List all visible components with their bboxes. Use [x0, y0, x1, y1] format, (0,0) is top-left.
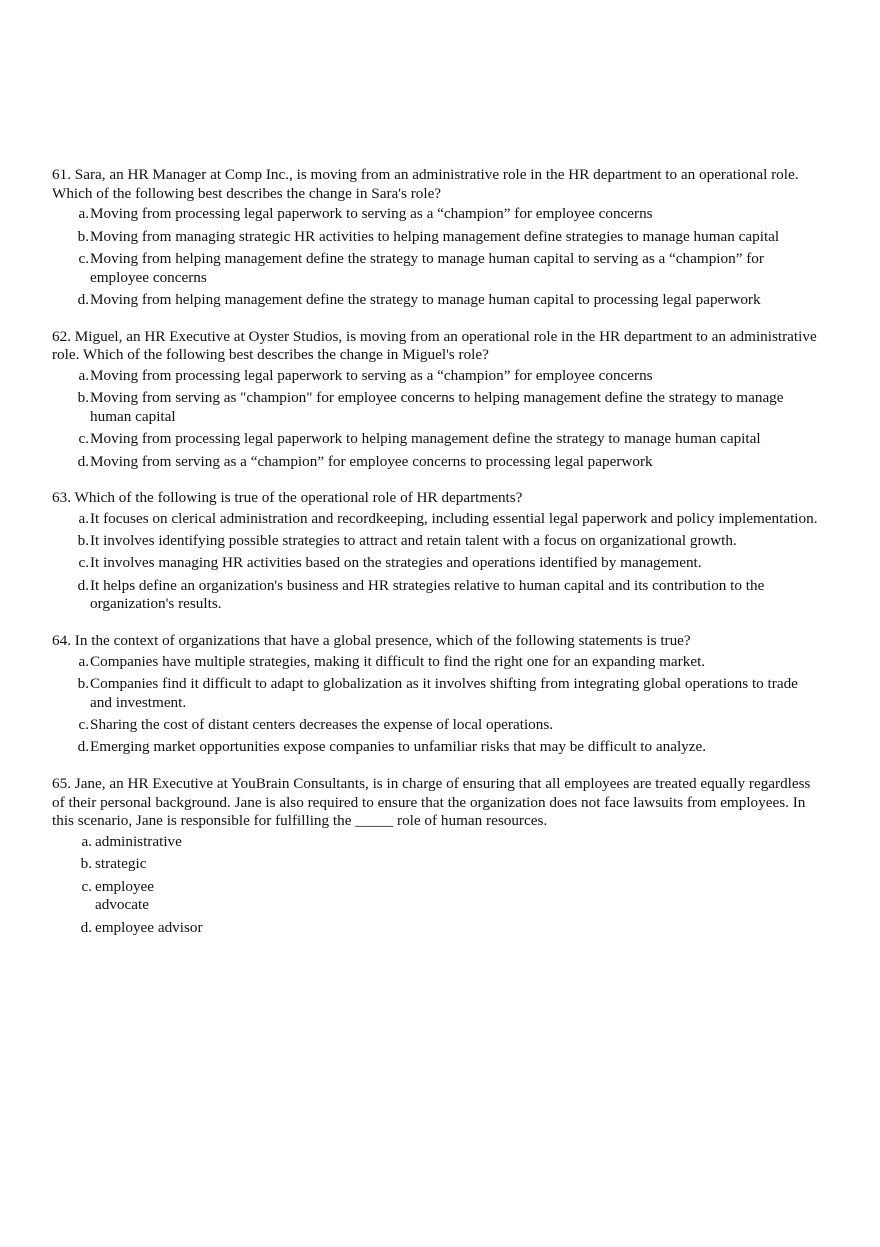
option-text: It involves identifying possible strategies to attract and retain talent with a focus on organizational growth. — [90, 532, 737, 550]
option-letter: a. — [78, 652, 89, 670]
answer-options — [52, 205, 822, 309]
question-64 — [52, 632, 822, 757]
option-text: It involves managing HR activities based on the strategies and operations identified by management. — [90, 554, 702, 572]
answer-option-b — [52, 389, 822, 426]
option-letter: b. — [77, 675, 89, 693]
question-stem: 62. Miguel, an HR Executive at Oyster Studios, is moving from an operational role in the HR department to an administrative role. Which of the following best describes the change in Miguel's role? — [52, 327, 817, 364]
option-text: Moving from serving as "champion" for employee concerns to helping management define the strategy to manage human capital — [90, 389, 784, 425]
option-text: It focuses on clerical administration and recordkeeping, including essential legal paperwork and policy implementation. — [90, 509, 818, 527]
answer-option-d — [52, 919, 822, 938]
option-letter: d. — [77, 738, 89, 756]
question-61 — [52, 166, 822, 310]
option-text: Moving from serving as a “champion” for employee concerns to processing legal paperwork — [90, 452, 653, 470]
question-65 — [52, 775, 822, 937]
option-letter: c. — [78, 554, 89, 572]
question-62 — [52, 328, 822, 472]
answer-option-b — [52, 532, 822, 551]
answer-option-c — [52, 554, 822, 573]
answer-option-a — [52, 833, 822, 852]
option-letter: a. — [78, 205, 89, 223]
option-text: Sharing the cost of distant centers decreases the expense of local operations. — [90, 716, 554, 734]
answer-options — [52, 510, 822, 614]
answer-option-a — [52, 205, 822, 224]
option-text: Moving from helping management define the strategy to manage human capital to processing legal paperwork — [90, 290, 761, 308]
option-letter: b. — [77, 227, 89, 245]
option-text: Moving from processing legal paperwork to serving as a “champion” for employee concerns — [90, 366, 653, 384]
question-stem: 63. Which of the following is true of the operational role of HR departments? — [52, 489, 523, 507]
option-text: Companies have multiple strategies, making it difficult to find the right one for an expanding market. — [90, 652, 706, 670]
answer-option-c — [52, 250, 822, 287]
answer-options — [52, 833, 822, 937]
option-text: Companies find it difficult to adapt to globalization as it involves shifting from integrating global operations to trade and investment. — [90, 675, 798, 711]
option-letter: d. — [80, 918, 92, 936]
option-letter: b. — [77, 532, 89, 550]
option-letter: c. — [78, 430, 89, 448]
option-letter: a. — [81, 832, 92, 850]
answer-option-a — [52, 653, 822, 672]
answer-option-d — [52, 291, 822, 310]
option-text: Emerging market opportunities expose companies to unfamiliar risks that may be difficult to analyze. — [90, 738, 707, 756]
answer-option-d — [52, 453, 822, 472]
option-text: administrative — [95, 832, 182, 850]
answer-option-d — [52, 577, 822, 614]
answer-option-a — [52, 510, 822, 529]
option-letter: c. — [78, 249, 89, 267]
option-letter: a. — [78, 509, 89, 527]
question-stem: 64. In the context of organizations that have a global presence, which of the following statements is true? — [52, 632, 691, 650]
option-text: Moving from processing legal paperwork to helping management define the strategy to manage human capital — [90, 430, 761, 448]
option-text: employee advocate — [95, 877, 155, 914]
question-63 — [52, 489, 822, 614]
answer-options — [52, 367, 822, 471]
answer-options — [52, 653, 822, 757]
answer-option-c — [52, 878, 822, 915]
option-text: Moving from processing legal paperwork to serving as a “champion” for employee concerns — [90, 205, 653, 223]
option-text: employee advisor — [95, 918, 203, 936]
answer-option-b — [52, 855, 822, 874]
option-letter: d. — [77, 576, 89, 594]
option-letter: d. — [77, 452, 89, 470]
option-text: It helps define an organization's business and HR strategies relative to human capital and its contribution to the organization's results. — [90, 576, 765, 613]
question-stem: 61. Sara, an HR Manager at Comp Inc., is moving from an administrative role in the HR department to an operational role. Which of the following best describes the change in Sara's role? — [52, 166, 799, 202]
exam-page — [52, 166, 822, 955]
option-text: strategic — [95, 855, 147, 873]
option-letter: b. — [80, 855, 92, 873]
option-letter: c. — [78, 716, 89, 734]
option-text: Moving from managing strategic HR activities to helping management define strategies to manage human capital — [90, 227, 780, 245]
option-letter: d. — [77, 290, 89, 308]
option-letter: a. — [78, 366, 89, 384]
answer-option-c — [52, 716, 822, 735]
question-stem: 65. Jane, an HR Executive at YouBrain Consultants, is in charge of ensuring that all employees are treated equally regardless of their personal background. Jane is also required to ensure that the organization does not face lawsuits from employees. In this scenario, Jane is responsible for fulfilling the _____ role of human resources. — [52, 775, 811, 830]
answer-option-c — [52, 430, 822, 449]
answer-option-b — [52, 228, 822, 247]
option-letter: b. — [77, 389, 89, 407]
option-letter: c. — [81, 877, 92, 895]
answer-option-a — [52, 367, 822, 386]
answer-option-d — [52, 738, 822, 757]
option-text: Moving from helping management define the strategy to manage human capital to serving as a “champion” for employee concerns — [90, 249, 764, 286]
answer-option-b — [52, 675, 822, 712]
